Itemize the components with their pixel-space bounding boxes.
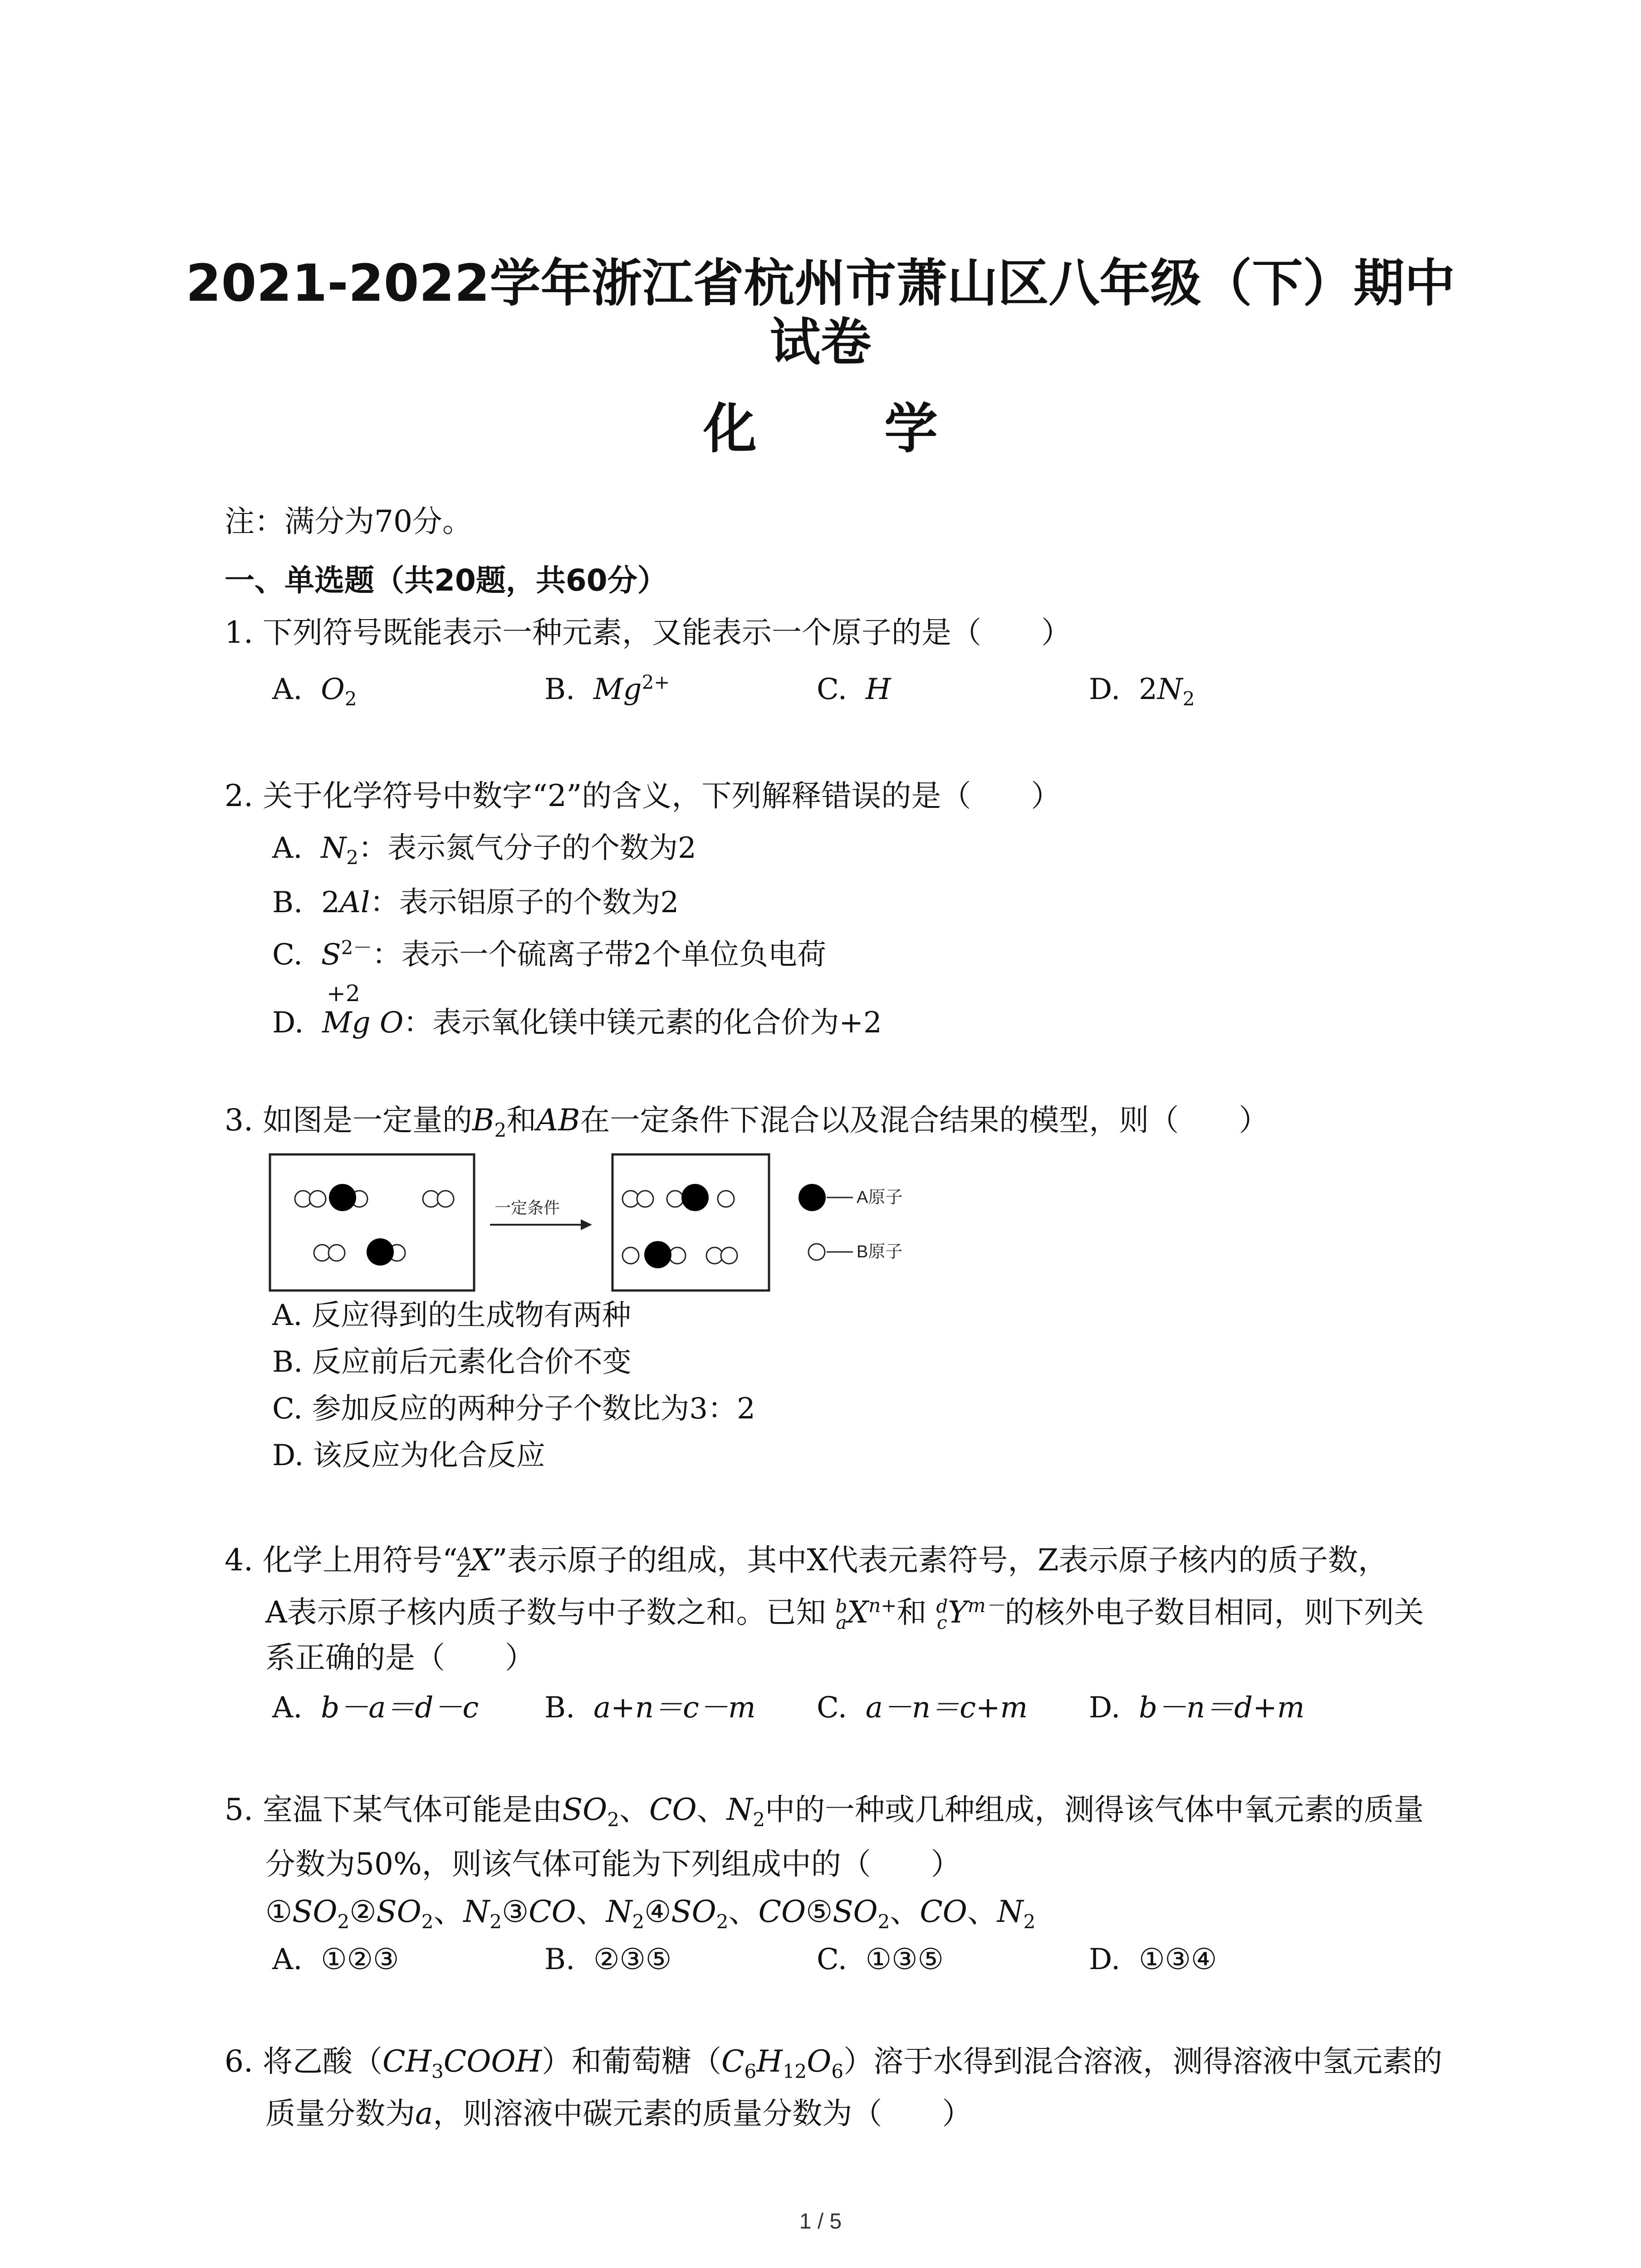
q5-option-c: C. ①③⑤ xyxy=(817,1943,944,1976)
q5-option-a: A. ①②③ xyxy=(272,1943,399,1976)
q4-option-a: A. b－a＝d－c xyxy=(272,1691,479,1725)
q6-line-2: 质量分数为a，则溶液中碳元素的质量分数为（ ） xyxy=(265,2096,972,2131)
title-line-2: 试卷 xyxy=(769,313,872,372)
q3-option-d: D. 该反应为化合反应 xyxy=(272,1439,545,1472)
q1-option-b: B. $Mg^{2+}$ xyxy=(544,671,670,706)
q2-stem: 2. 关于化学符号中数字“2”的含义，下列解释错误的是（ ） xyxy=(225,778,1061,813)
q3-option-b: B. 反应前后元素化合价不变 xyxy=(272,1345,632,1379)
q3-option-a: A. 反应得到的生成物有两种 xyxy=(272,1299,631,1332)
reaction-model-figure xyxy=(268,1152,948,1302)
score-note: 注：满分为70分。 xyxy=(225,504,472,539)
q1-option-a: A. $O_2$ xyxy=(272,673,357,710)
q1-option-d: D. $2N_2$ xyxy=(1089,673,1195,710)
q2-option-c: C. $S^{2-}$：表示一个硫离子带2个单位负电荷 xyxy=(272,936,827,972)
q4-line-2: A表示原子核内质子数与中子数之和。已知 b a $X^{n+}$和 d c $Y^{m-}$的核外电子数目相同，则下列关 xyxy=(265,1594,1424,1633)
q5-option-d: D. ①③④ xyxy=(1089,1943,1217,1976)
q4-line-1: 4. 化学上用符号“ A Z X”表示原子的组成，其中X代表元素符号，Z表示原子核内的质子数， xyxy=(225,1543,1388,1581)
q4-option-b: B. a+n＝c－m xyxy=(544,1691,756,1725)
q3-stem: 3. 如图是一定量的$B_2$和AB在一定条件下混合以及混合结果的模型，则（ ） xyxy=(225,1103,1269,1142)
page-title xyxy=(0,254,1641,372)
q5-option-b: B. ②③⑤ xyxy=(544,1943,672,1976)
q4-option-c: C. a－n＝c+m xyxy=(817,1691,1028,1725)
subject-title: 化 学 xyxy=(703,397,993,460)
after-molecules xyxy=(622,1191,737,1264)
legend-a-label: A原子 xyxy=(857,1188,903,1207)
q1-stem: 1. 下列符号既能表示一种元素，又能表示一个原子的是（ ） xyxy=(225,615,1071,650)
q2-option-a: A. $N_2$：表示氮气分子的个数为2 xyxy=(272,831,696,869)
q6-line-1: 6. 将乙酸$(CH_3COOH)$和葡萄糖$(C_6H_{12}O_6)$溶于水得到混合溶液，测得溶液中氢元素的 xyxy=(225,2044,1443,2083)
legend-b-symbol xyxy=(808,1244,825,1260)
q2-option-d: D. Mg O：表示氧化镁中镁元素的化合价为+2 xyxy=(272,1006,882,1040)
legend-b-label: B原子 xyxy=(857,1242,903,1261)
q2-option-b: B. 2Al：表示铝原子的个数为2 xyxy=(272,886,679,919)
q1-option-c: C. H xyxy=(817,673,891,706)
legend-a-symbol xyxy=(798,1184,826,1211)
q2-valence-mark: +2 xyxy=(327,980,360,1007)
section-heading: 一、单选题（共20题，共60分） xyxy=(225,563,667,598)
page-number: 1 / 5 xyxy=(799,2209,842,2234)
q5-line-1: 5. 室温下某气体可能是由$SO_2$、CO、$N_2$中的一种或几种组成，测得该气体中氧元素的质量 xyxy=(225,1792,1424,1831)
q4-option-d: D. b－n＝d+m xyxy=(1089,1691,1305,1725)
q5-line-3: $①SO_2②SO_2$、$N_2③CO$、$N_2④SO_2$、$CO⑤SO_2$、CO、$N_2$ xyxy=(265,1894,1036,1933)
q3-option-c: C. 参加反应的两种分子个数比为3：2 xyxy=(272,1392,755,1426)
q5-line-2: 分数为50%，则该气体可能为下列组成中的（ ） xyxy=(265,1847,961,1882)
title-line-1: 2021-2022学年浙江省杭州市萧山区八年级（下）期中 xyxy=(186,254,1455,313)
arrow-label: 一定条件 xyxy=(495,1198,560,1217)
q4-line-3: 系正确的是（ ） xyxy=(265,1640,535,1675)
